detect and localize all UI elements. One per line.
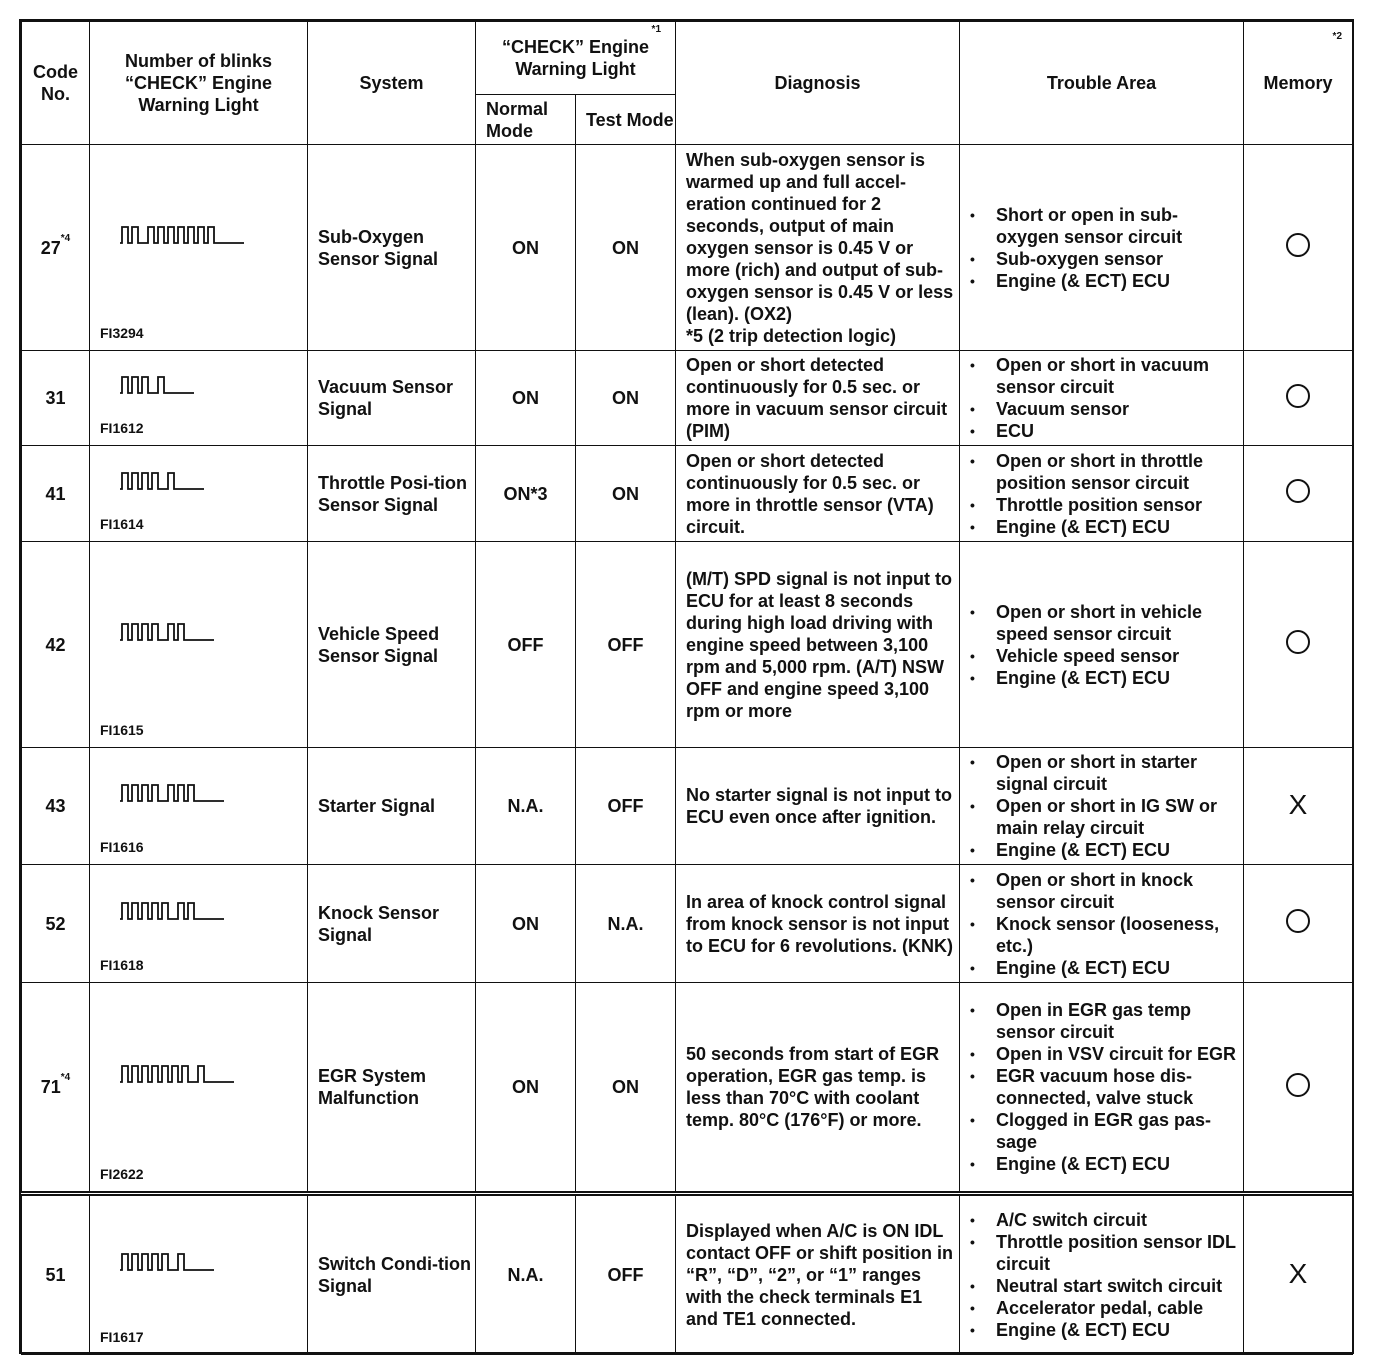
blinks-cell (90, 1194, 308, 1355)
trouble-item: • Knock sensor (looseness, etc.) (970, 913, 1239, 957)
diagnosis-text: In area of knock control signal from knock sensor is not input to ECU for 6 revolutions. (KNK) (686, 891, 954, 956)
blink-waveform-path (120, 1254, 214, 1270)
header-check-light-note: *1 (651, 24, 661, 35)
code-cell (22, 446, 90, 542)
diagnosis-cell (676, 351, 960, 446)
system-cell: Throttle Posi-tion Sensor Signal (308, 446, 476, 542)
normal-mode-cell: OFF (476, 542, 576, 748)
trouble-item: • Vehicle speed sensor (970, 645, 1239, 667)
diagnosis-text: Open or short detected continuously for 0.5 sec. or more in vacuum sensor circuit (PIM) (686, 355, 948, 441)
header-blinks: Number of blinks “CHECK” Engine Warning Light (90, 22, 308, 145)
test-mode-cell: OFF (576, 542, 676, 748)
diagnosis-text: No starter signal is not input to ECU even once after ignition. (686, 785, 953, 827)
code-number: 71 (40, 1077, 61, 1097)
blink-waveform-icon (120, 373, 270, 397)
memory-cell (1244, 1194, 1353, 1355)
code-note: *4 (60, 1072, 71, 1083)
blink-waveform-icon (120, 620, 270, 644)
diagnosis-cell (676, 983, 960, 1194)
memory-cell (1244, 351, 1353, 446)
trouble-list (960, 751, 1243, 861)
blink-figure (90, 1196, 307, 1354)
memory-x-icon: X (1288, 1257, 1308, 1289)
code-number: 42 (45, 634, 66, 655)
table-row (22, 865, 1353, 983)
figure-id: FI1617 (100, 1329, 144, 1345)
blink-waveform-icon (120, 1250, 270, 1274)
test-mode-cell: ON (576, 983, 676, 1194)
system-cell: Switch Condi-tion Signal (308, 1194, 476, 1355)
test-mode-cell: ON (576, 145, 676, 351)
blink-waveform-icon (120, 469, 270, 493)
trouble-item: • Open or short in vacuum sensor circuit (970, 354, 1239, 398)
table-row (22, 145, 1353, 351)
trouble-area-cell (960, 351, 1244, 446)
blinks-cell (90, 865, 308, 983)
diagnosis-cell (676, 865, 960, 983)
table-row (22, 748, 1353, 865)
trouble-list (960, 450, 1243, 538)
trouble-item: • Clogged in EGR gas pas-sage (970, 1109, 1239, 1153)
figure-id: FI2622 (100, 1166, 144, 1182)
trouble-list (960, 601, 1243, 689)
normal-mode-cell: ON (476, 865, 576, 983)
diagnosis-cell (676, 748, 960, 865)
trouble-item: • Engine (& ECT) ECU (970, 1319, 1239, 1341)
diagnosis-text: 50 seconds from start of EGR operation, EGR gas temp. is less than 70°C with coolant temp. 80°C (176°F) or more. (686, 1044, 940, 1130)
header-memory-label: Memory (1263, 73, 1333, 93)
diagnosis-cell (676, 1194, 960, 1355)
trouble-item: • Engine (& ECT) ECU (970, 270, 1239, 292)
test-mode-cell: ON (576, 351, 676, 446)
header-memory (1244, 22, 1353, 145)
diagnosis-text: When sub-oxygen sensor is warmed up and full accel-eration continued for 2 seconds, output of main oxygen sensor is 0.45 V or more (rich) and output of sub-oxygen sensor is 0.45 V or less (lean). (OX2) (686, 149, 954, 324)
trouble-area-cell (960, 145, 1244, 351)
memory-cell (1244, 983, 1353, 1194)
blink-waveform-icon (120, 1062, 270, 1086)
header-code-no: Code No. (22, 22, 90, 145)
blink-waveform-icon (120, 899, 270, 923)
blink-figure (90, 543, 307, 747)
code-number: 51 (45, 1265, 66, 1285)
table-row (22, 1194, 1353, 1355)
blink-waveform-path (120, 624, 214, 640)
trouble-area-cell (960, 983, 1244, 1194)
blinks-cell (90, 542, 308, 748)
code-number: 31 (45, 388, 66, 408)
blink-figure (90, 866, 307, 982)
trouble-item: • Throttle position sensor (970, 494, 1239, 516)
code-cell (22, 983, 90, 1194)
header-diagnosis: Diagnosis (676, 22, 960, 145)
system-cell: Vacuum Sensor Signal (308, 351, 476, 446)
figure-id: FI1616 (100, 838, 144, 855)
trouble-area-cell (960, 865, 1244, 983)
header-normal-mode: Normal Mode (476, 95, 576, 145)
blinks-cell (90, 351, 308, 446)
memory-cell (1244, 145, 1353, 351)
code-note: *4 (60, 232, 71, 244)
trouble-list (960, 869, 1243, 979)
header-system: System (308, 22, 476, 145)
trouble-item: • Open or short in IG SW or main relay circuit (970, 795, 1239, 839)
normal-mode-cell: ON (476, 351, 576, 446)
memory-cell (1244, 748, 1353, 865)
blink-waveform-icon (120, 223, 270, 247)
trouble-item: • Vacuum sensor (970, 398, 1239, 420)
table-row (22, 351, 1353, 446)
figure-id: FI1614 (100, 515, 144, 532)
diagnosis-cell (676, 446, 960, 542)
code-number: 52 (45, 913, 66, 934)
memory-circle-icon (1286, 233, 1310, 257)
trouble-list (960, 204, 1243, 292)
code-number: 41 (45, 483, 66, 504)
normal-mode-cell: ON (476, 983, 576, 1194)
blink-waveform-path (120, 377, 194, 393)
trouble-area-cell (960, 446, 1244, 542)
code-cell (22, 351, 90, 446)
trouble-item: • ECU (970, 420, 1239, 442)
blinks-cell (90, 145, 308, 351)
trouble-item: • Accelerator pedal, cable (970, 1297, 1239, 1319)
code-number: 43 (45, 796, 66, 816)
trouble-item: • Engine (& ECT) ECU (970, 667, 1239, 689)
trouble-item: • Engine (& ECT) ECU (970, 516, 1239, 538)
diagnosis-text: (M/T) SPD signal is not input to ECU for at least 8 seconds during high load driving with engine speed between 3,100 rpm and 5,000 rpm. (A/T) NSW OFF and engine speed 3,100 rpm or more (686, 568, 952, 721)
blinks-cell (90, 748, 308, 865)
blink-waveform-path (120, 785, 224, 801)
trouble-item: • Engine (& ECT) ECU (970, 957, 1239, 979)
trouble-area-cell (960, 1194, 1244, 1355)
trouble-item: • Sub-oxygen sensor (970, 248, 1239, 270)
diagnosis-text: Displayed when A/C is ON IDL contact OFF or shift position in “R”, “D”, “2”, or “1” ranges with the check terminals E1 and TE1 connected. (686, 1221, 953, 1329)
diagnosis-cell (676, 542, 960, 748)
normal-mode-cell: ON*3 (476, 446, 576, 542)
memory-circle-icon (1286, 1073, 1310, 1097)
trouble-area-cell (960, 748, 1244, 865)
memory-circle-icon (1286, 909, 1310, 933)
header-trouble-area: Trouble Area (960, 22, 1244, 145)
blink-figure (90, 983, 307, 1191)
trouble-list (960, 1209, 1243, 1341)
trouble-item: • Open or short in starter signal circuit (970, 751, 1239, 795)
header-test-mode: Test Mode (576, 95, 676, 145)
blink-figure (90, 146, 307, 350)
normal-mode-cell: N.A. (476, 748, 576, 865)
trouble-item: • Throttle position sensor IDL circuit (970, 1231, 1239, 1275)
trouble-list (960, 999, 1243, 1175)
memory-cell (1244, 865, 1353, 983)
code-cell (22, 542, 90, 748)
blink-figure (90, 749, 307, 864)
code-cell (22, 145, 90, 351)
trouble-item: • Open in VSV circuit for EGR (970, 1043, 1239, 1065)
diagnosis-note: *5 (2 trip detection logic) (686, 325, 897, 346)
figure-id: FI1618 (100, 956, 144, 973)
blink-figure (90, 352, 307, 445)
code-cell (22, 748, 90, 865)
code-cell (22, 1194, 90, 1355)
blinks-cell (90, 983, 308, 1194)
trouble-list (960, 354, 1243, 442)
trouble-item: • EGR vacuum hose dis-connected, valve stuck (970, 1065, 1239, 1109)
trouble-item: • Engine (& ECT) ECU (970, 839, 1239, 861)
test-mode-cell: OFF (576, 748, 676, 865)
trouble-item: • Short or open in sub-oxygen sensor circuit (970, 204, 1239, 248)
code-cell (22, 865, 90, 983)
normal-mode-cell: N.A. (476, 1194, 576, 1355)
system-cell: Starter Signal (308, 748, 476, 865)
memory-circle-icon (1286, 479, 1310, 503)
system-cell: Knock Sensor Signal (308, 865, 476, 983)
blinks-cell (90, 446, 308, 542)
memory-cell (1244, 446, 1353, 542)
trouble-item: • A/C switch circuit (970, 1209, 1239, 1231)
system-cell: Vehicle Speed Sensor Signal (308, 542, 476, 748)
trouble-item: • Engine (& ECT) ECU (970, 1153, 1239, 1175)
figure-id: FI3294 (100, 324, 144, 341)
table-row (22, 542, 1353, 748)
trouble-item: • Open or short in vehicle speed sensor circuit (970, 601, 1239, 645)
memory-cell (1244, 542, 1353, 748)
table-row (22, 446, 1353, 542)
memory-x-icon: X (1288, 788, 1308, 820)
blink-waveform-icon (120, 781, 270, 805)
memory-circle-icon (1286, 384, 1310, 408)
blink-waveform-path (120, 227, 244, 243)
trouble-item: • Open or short in knock sensor circuit (970, 869, 1239, 913)
blink-waveform-path (120, 1066, 234, 1082)
figure-id: FI1615 (100, 721, 144, 738)
blink-waveform-path (120, 473, 204, 489)
header-check-light-label: “CHECK” Engine Warning Light (501, 37, 649, 79)
blink-waveform-path (120, 903, 224, 919)
test-mode-cell: OFF (576, 1194, 676, 1355)
header-check-light (476, 22, 676, 95)
table-row (22, 983, 1353, 1194)
trouble-item: • Neutral start switch circuit (970, 1275, 1239, 1297)
normal-mode-cell: ON (476, 145, 576, 351)
test-mode-cell: ON (576, 446, 676, 542)
trouble-item: • Open or short in throttle position sensor circuit (970, 450, 1239, 494)
trouble-item: • Open in EGR gas temp sensor circuit (970, 999, 1239, 1043)
system-cell: EGR System Malfunction (308, 983, 476, 1194)
diagnosis-cell (676, 145, 960, 351)
trouble-area-cell (960, 542, 1244, 748)
diagnosis-text: Open or short detected continuously for 0.5 sec. or more in throttle sensor (VTA) circuit. (686, 450, 934, 537)
figure-id: FI1612 (100, 419, 144, 436)
test-mode-cell: N.A. (576, 865, 676, 983)
blink-figure (90, 447, 307, 541)
header-memory-note: *2 (1332, 31, 1342, 42)
system-cell: Sub-Oxygen Sensor Signal (308, 145, 476, 351)
code-number: 27 (40, 237, 61, 258)
memory-circle-icon (1286, 630, 1310, 654)
diagnostic-code-table (19, 19, 1354, 1354)
